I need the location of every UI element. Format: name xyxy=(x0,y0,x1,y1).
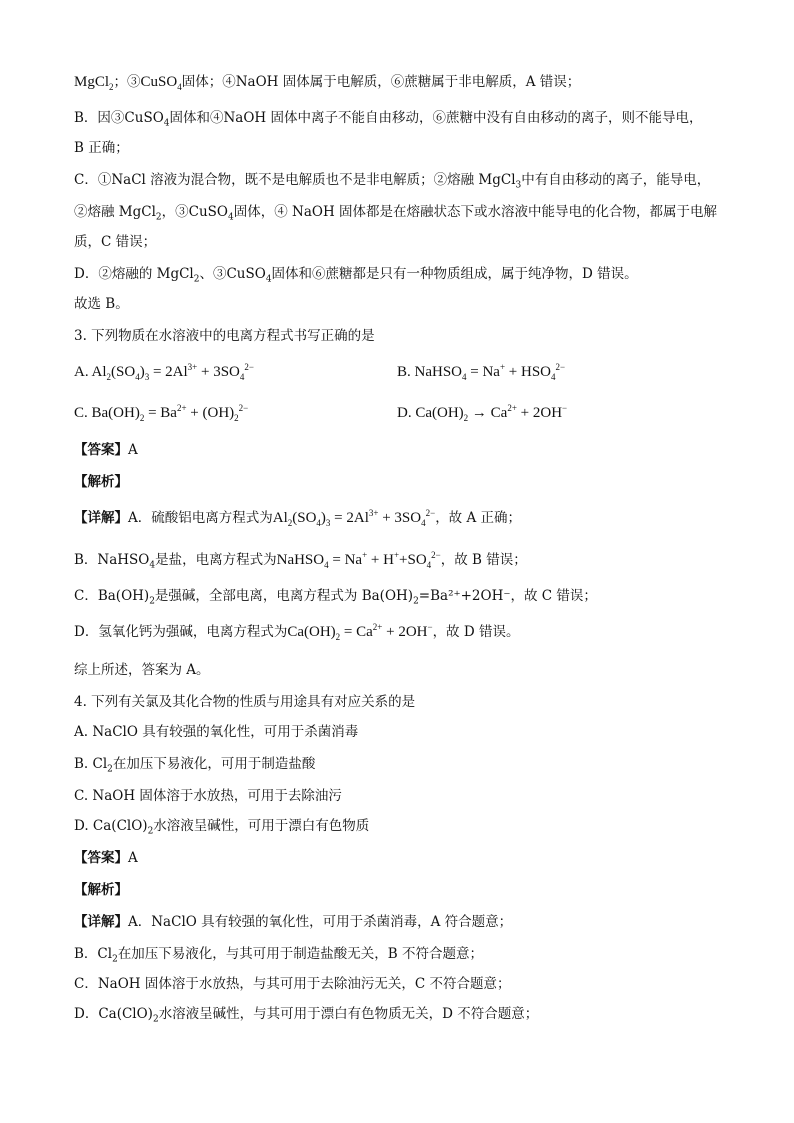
option-b: B. NaHSO$_4$ = $Na^+ + HSO_4^{2-}$ xyxy=(397,362,566,382)
text: C．Ba(OH) xyxy=(74,588,150,604)
text: 水溶液呈碱性，与其可用于漂白有色物质无关，D 不符合题意； xyxy=(158,1006,539,1022)
option-c: C. NaOH 固体溶于水放热，可用于去除油污 xyxy=(74,788,342,804)
analysis-label: 【解析】 xyxy=(74,882,128,898)
text-line: C．NaOH 固体溶于水放热，与其可用于去除油污无关，C 不符合题意； xyxy=(74,976,511,992)
text: D．②熔融的 MgCl xyxy=(74,266,194,282)
text: =Ba²⁺+2OH⁻，故 C 错误； xyxy=(418,588,597,604)
text: B．NaHSO xyxy=(74,552,150,568)
answer-value: A xyxy=(128,850,138,866)
answer-line xyxy=(74,440,138,460)
option-a: A. NaClO 具有较强的氧化性，可用于杀菌消毒 xyxy=(74,724,359,740)
text-line: D．②熔融的 MgCl$_2$、③CuSO$_4$固体和⑥蔗糖都是只有一种物质组成，属于纯净物，D 错误。 xyxy=(74,266,638,285)
text-line xyxy=(74,72,580,92)
text-line: C．$Ba(OH)_2$是强碱，全部电离，电离方程式为 $Ba(OH)_2=Ba^{2+}+2OH^-$，故 C 错误； xyxy=(74,588,597,607)
text-line: B．因③CuSO$_4$固体和④NaOH 固体中离子不能自由移动，⑥蔗糖中没有自由移动的离子，则不能导电， xyxy=(74,110,703,129)
formula: MgCl$_2$ xyxy=(74,74,114,92)
text-line: 故选 B。 xyxy=(74,296,129,312)
text-line: ②熔融 MgCl$_2$，③CuSO$_4$固体，④ NaOH 固体都是在熔融状态下或水溶液中能导电的化合物，都属于电解 xyxy=(74,204,718,223)
text-line: 【详解】A．硫酸铝电离方程式为$Al_2(SO_4)_3 = 2Al^{3+} + 3SO_4^{2-}$，故 A 正确； xyxy=(74,508,522,528)
text-line: 质，C 错误； xyxy=(74,234,157,250)
answer-label: 【答案】 xyxy=(74,442,128,458)
text: A．硫酸铝电离方程式为 xyxy=(128,510,273,526)
text-line: C．①NaCl 溶液为混合物，既不是电解质也不是非电解质；②熔融 MgCl$_3$中有自由移动的离子，能导电， xyxy=(74,172,711,191)
detail-label: 【详解】 xyxy=(74,914,128,930)
question-stem: 3. 下列物质在水溶液中的电离方程式书写正确的是 xyxy=(74,328,375,344)
answer-value: A xyxy=(128,442,138,458)
text: 固体和⑥蔗糖都是只有一种物质组成，属于纯净物，D 错误。 xyxy=(271,266,638,282)
text: ，③CuSO xyxy=(161,204,228,220)
answer-line xyxy=(74,848,138,868)
text: D．氢氧化钙为强碱，电离方程式为 xyxy=(74,624,288,640)
text-line: B．NaHSO$_4$是盐，电离方程式为NaHSO$_4$ = $Na^+ + H^++SO_4^{2-}$，故 B 错误； xyxy=(74,550,527,571)
text: C．①NaCl 溶液为混合物，既不是电解质也不是非电解质；②熔融 MgCl xyxy=(74,172,516,188)
option-b: B. $Cl_2$在加压下易液化，可用于制造盐酸 xyxy=(74,756,316,775)
text: 固体；④NaOH 固体属于电解质，⑥蔗糖属于非电解质，A 错误； xyxy=(181,74,581,90)
text-line xyxy=(74,912,512,932)
text: B．Cl xyxy=(74,946,113,962)
answer-label: 【答案】 xyxy=(74,850,128,866)
text-line: 综上所述，答案为 A。 xyxy=(74,662,210,678)
text: 、③CuSO xyxy=(199,266,266,282)
text: D．Ca(ClO) xyxy=(74,1006,153,1022)
text: 固体，④ NaOH 固体都是在熔融状态下或水溶液中能导电的化合物，都属于电解 xyxy=(233,204,718,220)
text: A．NaClO 具有较强的氧化性，可用于杀菌消毒，A 符合题意； xyxy=(128,914,513,930)
option-d: D. $Ca(ClO)_2$水溶液呈碱性，可用于漂白有色物质 xyxy=(74,818,370,837)
analysis-label: 【解析】 xyxy=(74,474,128,490)
text-line: D．$Ca(ClO)_2$水溶液呈碱性，与其可用于漂白有色物质无关，D 不符合题意； xyxy=(74,1006,539,1025)
text: 固体和④NaOH 固体中离子不能自由移动，⑥蔗糖中没有自由移动的离子，则不能导电， xyxy=(169,110,703,126)
formula: CuSO$_4$ xyxy=(140,74,182,92)
text-line: B 正确； xyxy=(74,140,129,156)
option-d: D. $Ca(OH)_2 \to Ca^{2+} + 2OH^-$ xyxy=(397,403,568,423)
text: 是强碱，全部电离，电离方程式为 Ba(OH) xyxy=(154,588,414,604)
option-c: C. $Ba(OH)_2 = Ba^{2+} + (OH)_2^{2-}$ xyxy=(74,403,249,423)
text: ，故 B 错误； xyxy=(440,552,527,568)
text: ；③ xyxy=(113,74,141,90)
text: 在加压下易液化，与其可用于制造盐酸无关，B 不符合题意； xyxy=(117,946,484,962)
text: ②熔融 MgCl xyxy=(74,204,156,220)
detail-label: 【详解】 xyxy=(74,510,128,526)
text: ，故 A 正确； xyxy=(435,510,522,526)
text-line: B．$Cl_2$在加压下易液化，与其可用于制造盐酸无关，B 不符合题意； xyxy=(74,946,484,965)
question-stem: 4. 下列有关氯及其化合物的性质与用途具有对应关系的是 xyxy=(74,694,416,710)
text: ，故 D 错误。 xyxy=(432,624,520,640)
option-a: A. $Al_2(SO_4)_3 = 2Al^{3+} + 3SO_4^{2-}$ xyxy=(74,362,254,382)
text: 中有自由移动的离子，能导电， xyxy=(521,172,711,188)
text: 是盐，电离方程式为 xyxy=(155,552,277,568)
text: B．因③CuSO xyxy=(74,110,164,126)
text-line: D．氢氧化钙为强碱，电离方程式为$Ca(OH)_2 = Ca^{2+} + 2OH^-$，故 D 错误。 xyxy=(74,622,520,642)
